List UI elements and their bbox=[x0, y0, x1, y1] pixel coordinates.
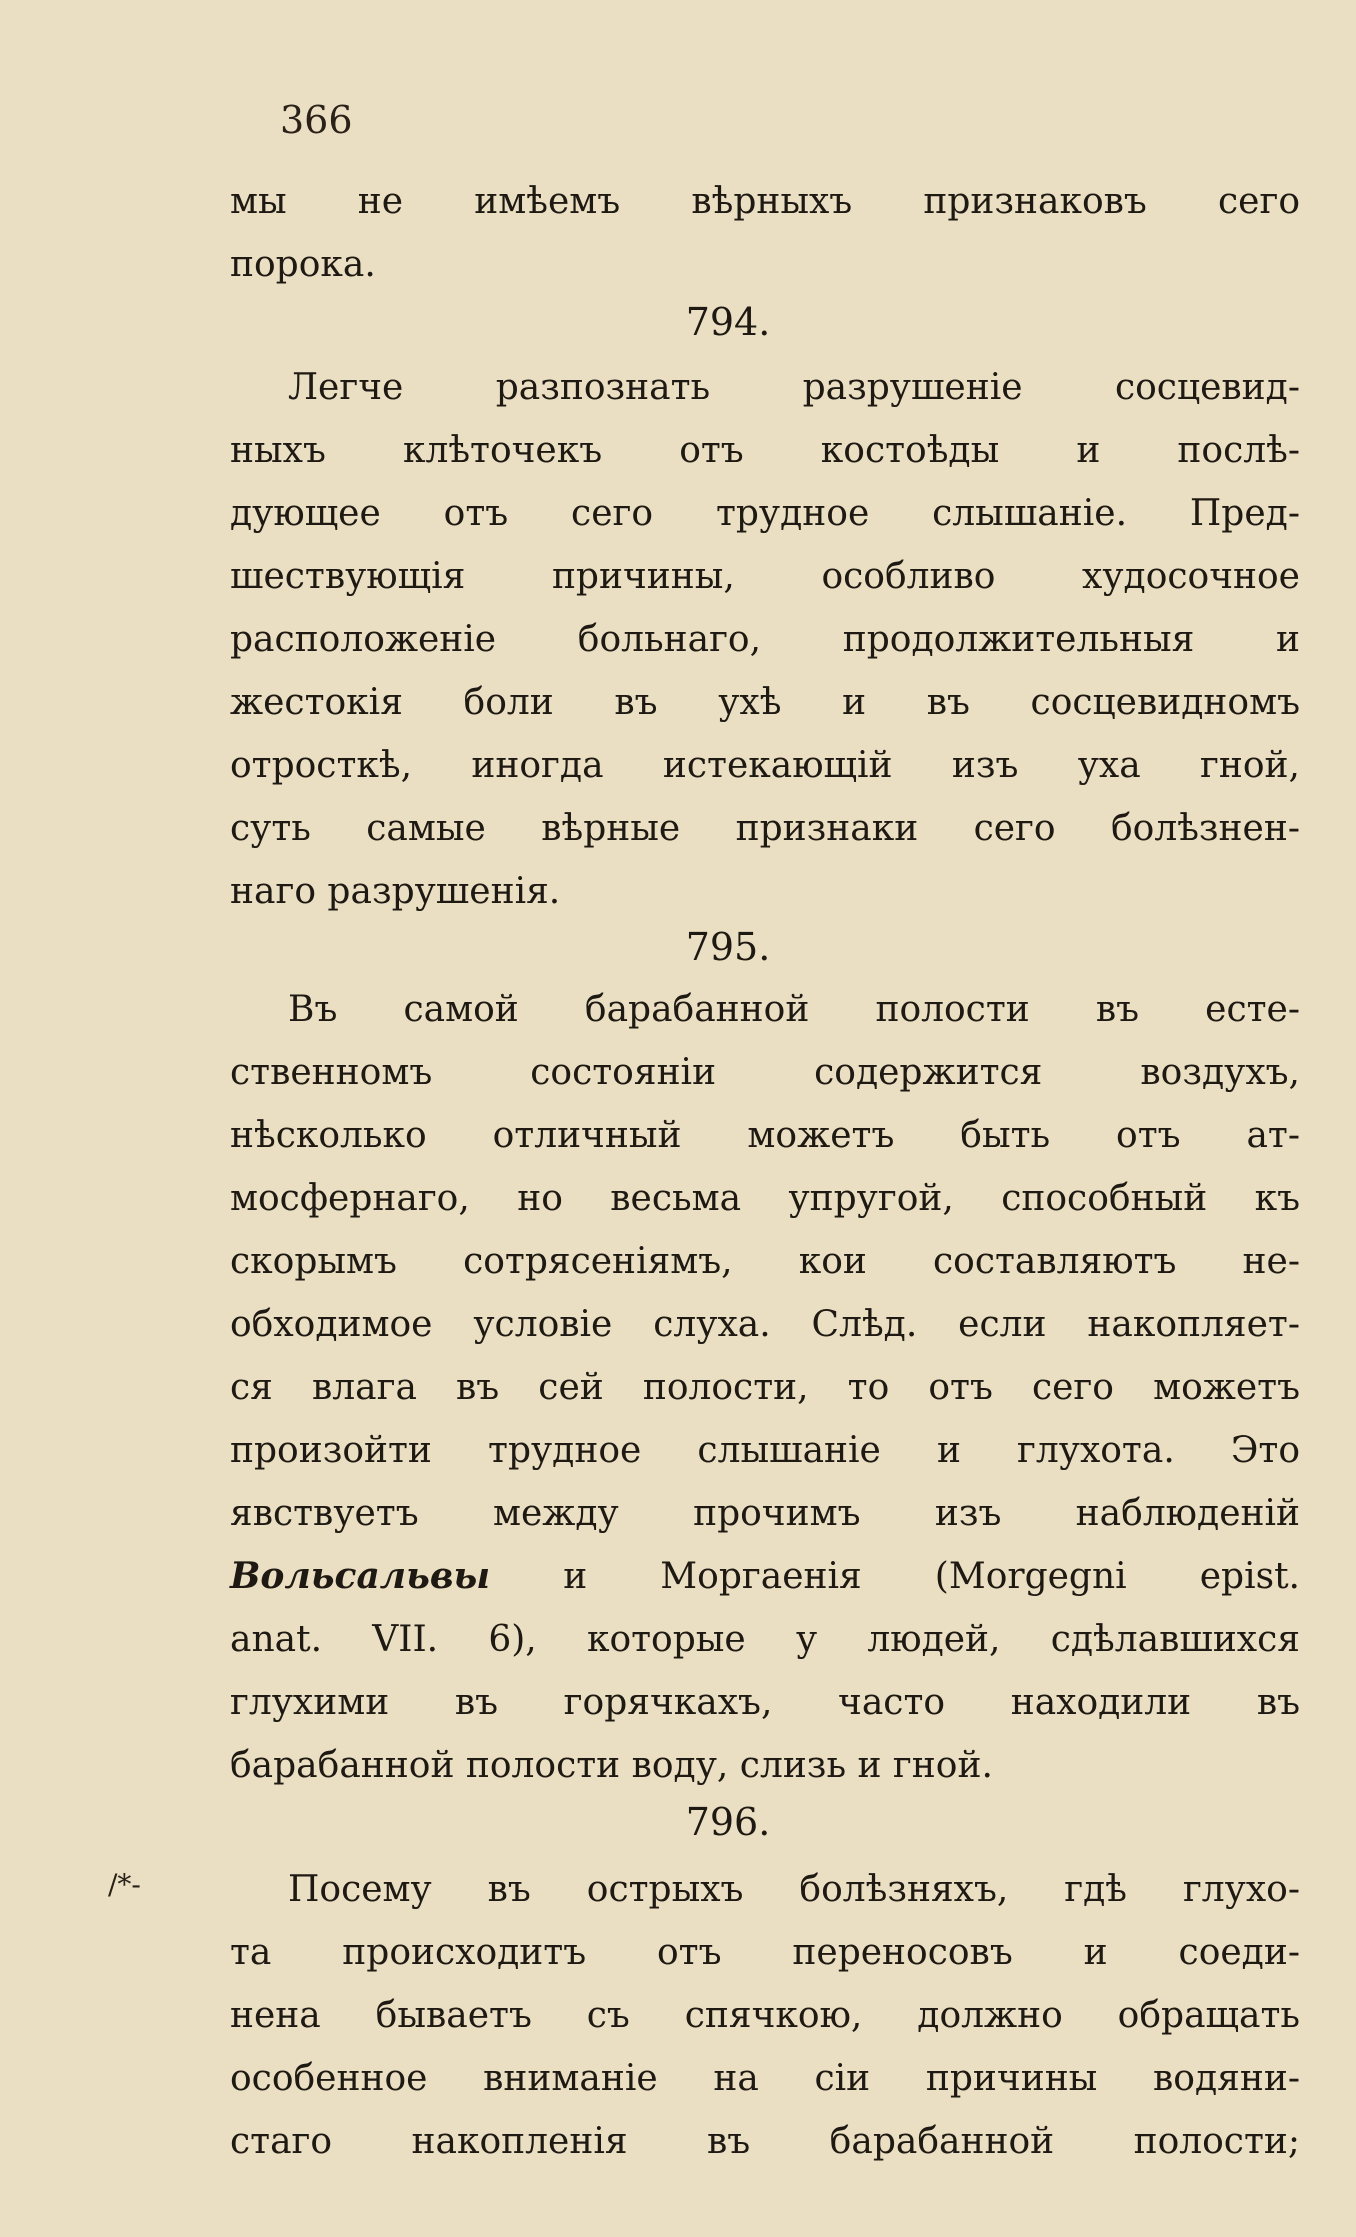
section-number: 795. bbox=[685, 925, 771, 969]
text-line: отросткѣ, иногда истекающій изъ уха гной, bbox=[230, 745, 1300, 786]
margin-mark: /*- bbox=[108, 1868, 141, 1901]
text-line: ственномъ состояніи содержится воздухъ, bbox=[230, 1052, 1300, 1093]
text-line: расположеніе больнаго, продолжительныя и bbox=[230, 619, 1300, 660]
text-line: обходимое условіе слуха. Слѣд. если накопляет- bbox=[230, 1304, 1300, 1345]
text-line: наго разрушенія. bbox=[230, 871, 561, 912]
text-line: жестокія боли въ ухѣ и въ сосцевидномъ bbox=[230, 682, 1300, 723]
italic-name: Вольсальвы bbox=[230, 1555, 491, 1597]
section-795-paragraph bbox=[230, 978, 1300, 1797]
text-line-with-italic: Вольсальвы и Моргаенія (Morgegni epist. bbox=[230, 1555, 1300, 1597]
text-line: нѣсколько отличный можетъ быть отъ ат- bbox=[230, 1115, 1300, 1156]
text-line: Легче разпознать разрушеніе сосцевид- bbox=[288, 367, 1300, 408]
text-line: Въ самой барабанной полости въ есте- bbox=[288, 989, 1300, 1030]
section-number: 794. bbox=[685, 300, 771, 344]
section-number: 796. bbox=[685, 1800, 771, 1844]
text-line: суть самые вѣрные признаки сего болѣзнен- bbox=[230, 808, 1300, 849]
text-line: глухими въ горячкахъ, часто находили въ bbox=[230, 1682, 1300, 1723]
text-line: ся влага въ сей полости, то отъ сего можетъ bbox=[230, 1367, 1300, 1408]
intro-paragraph bbox=[230, 170, 1300, 296]
text-line: дующее отъ сего трудное слышаніе. Пред- bbox=[230, 493, 1300, 534]
text-line: мы не имѣемъ вѣрныхъ признаковъ сего bbox=[230, 181, 1300, 222]
text-line: anat. VII. 6), которые у людей, сдѣлавшихся bbox=[230, 1619, 1300, 1660]
text-line: явствуетъ между прочимъ изъ наблюденій bbox=[230, 1493, 1300, 1534]
text-line: Посему въ острыхъ болѣзняхъ, гдѣ глухо- bbox=[288, 1869, 1300, 1910]
section-794-paragraph bbox=[230, 356, 1300, 923]
text-line: порока. bbox=[230, 244, 376, 285]
text-line: та происходитъ отъ переносовъ и соеди- bbox=[230, 1932, 1300, 1973]
text-line: шествующія причины, особливо худосочное bbox=[230, 556, 1300, 597]
text-line: стаго накопленія въ барабанной полости; bbox=[230, 2121, 1300, 2162]
text-line: скорымъ сотрясеніямъ, кои составляютъ не- bbox=[230, 1241, 1300, 1282]
text-line: барабанной полости воду, слизь и гной. bbox=[230, 1745, 993, 1786]
text-line: произойти трудное слышаніе и глухота. Это bbox=[230, 1430, 1300, 1471]
text-line: нена бываетъ съ спячкою, должно обращать bbox=[230, 1995, 1300, 2036]
text-line: особенное вниманіе на сіи причины водяни- bbox=[230, 2058, 1300, 2099]
page-number: 366 bbox=[280, 98, 353, 142]
text-line: ныхъ клѣточекъ отъ костоѣды и послѣ- bbox=[230, 430, 1300, 471]
text-line: мосфернаго, но весьма упругой, способный къ bbox=[230, 1178, 1300, 1219]
section-796-paragraph bbox=[230, 1858, 1300, 2173]
